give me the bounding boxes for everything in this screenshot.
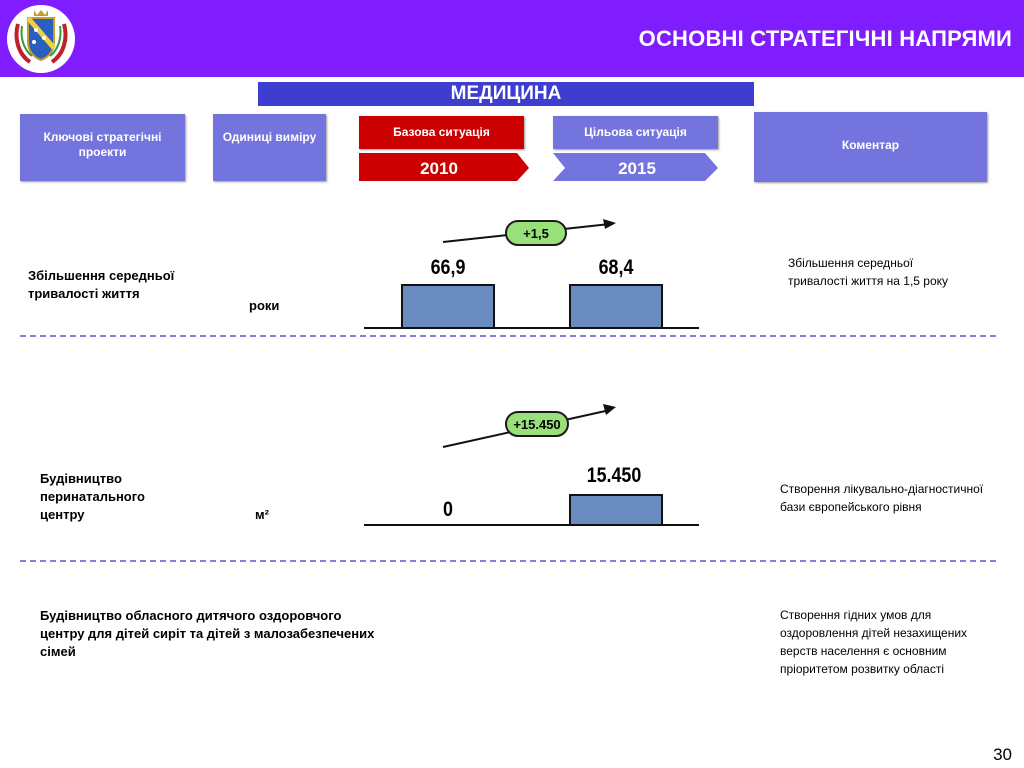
delta-badge-row1: +1,5 — [505, 220, 567, 246]
baseline-row2 — [364, 524, 699, 526]
section-title: МЕДИЦИНА — [258, 82, 754, 106]
column-header-units: Одиниці виміру — [213, 114, 326, 181]
target-bar-row1 — [569, 284, 663, 329]
column-header-comment: Коментар — [754, 112, 987, 182]
row-divider-1 — [20, 335, 996, 337]
column-header-base: Базова ситуація — [359, 116, 524, 149]
row-unit-years: роки — [249, 298, 280, 313]
base-value-row2: 0 — [443, 498, 453, 521]
row-title-perinatal-center: Будівництво перинатального центру — [40, 471, 145, 522]
row-divider-2 — [20, 560, 996, 562]
column-header-projects: Ключові стратегічні проекти — [20, 114, 185, 181]
column-header-target: Цільова ситуація — [553, 116, 718, 149]
base-year: 2010 — [420, 159, 458, 178]
baseline-row1 — [364, 327, 699, 329]
target-bar-row2 — [569, 494, 663, 526]
base-value-row1: 66,9 — [430, 256, 466, 279]
target-value-row1: 68,4 — [598, 256, 634, 279]
coat-of-arms-icon — [6, 4, 76, 74]
base-year-arrow — [359, 153, 531, 183]
base-bar-row1 — [401, 284, 495, 329]
row-title-life-expectancy: Збільшення середньої тривалості життя — [28, 268, 175, 301]
comment-row2: Створення лікувально-діагностичної бази європейського рівня — [780, 482, 984, 514]
comment-row1: Збільшення середньої тривалості життя на 1,5 року — [788, 256, 949, 288]
comment-row3: Створення гідних умов для оздоровлення дітей незахищених верств населення є основним пріоритетом розвитку області — [780, 608, 968, 676]
target-year: 2015 — [618, 159, 656, 178]
delta-badge-row2: +15.450 — [505, 411, 569, 437]
row-title-children-center: Будівництво обласного дитячого оздоровчого центру для дітей сиріт та дітей з малозабезпечених сімей — [40, 608, 375, 659]
page-title: ОСНОВНІ СТРАТЕГІЧНІ НАПРЯМИ — [638, 26, 1012, 51]
target-value-row2: 15.450 — [586, 464, 642, 487]
page-number: 30 — [993, 745, 1012, 764]
target-year-arrow — [553, 153, 721, 183]
row-unit-square-meters: м² — [255, 507, 269, 522]
